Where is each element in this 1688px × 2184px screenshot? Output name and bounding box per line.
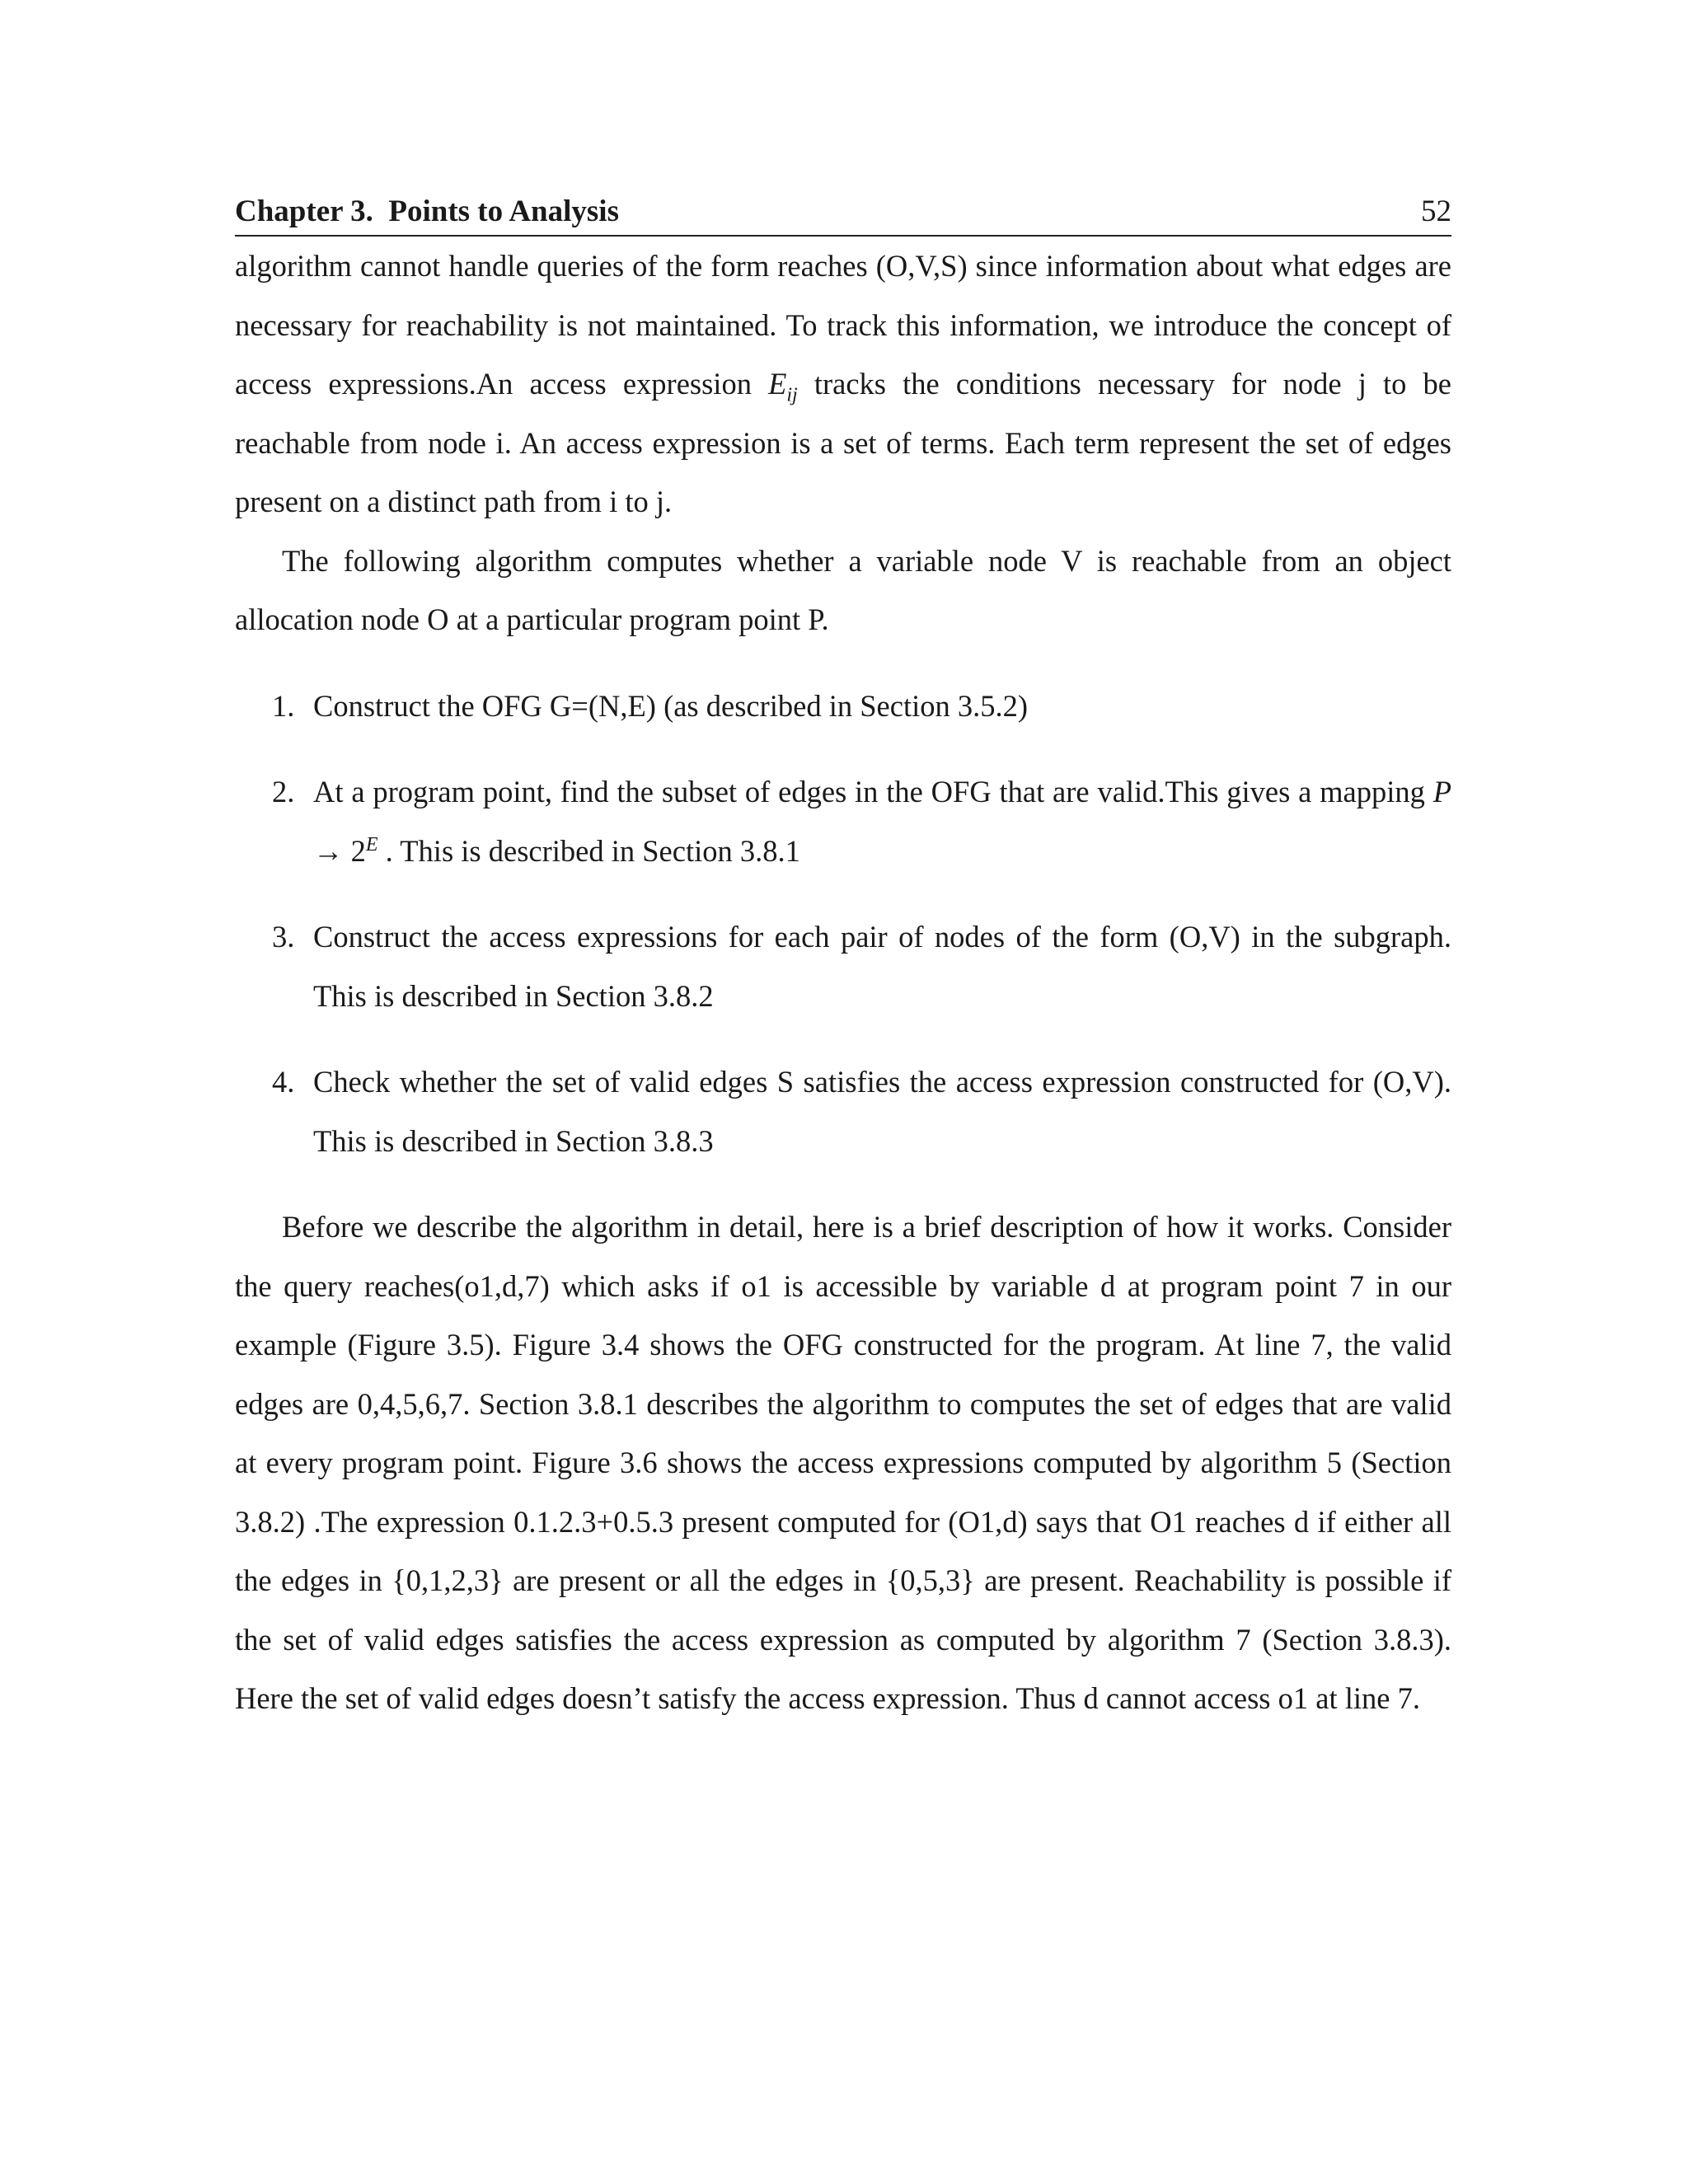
algorithm-steps xyxy=(235,677,1451,1171)
step-item xyxy=(235,1052,1451,1170)
chapter-title: Points to Analysis xyxy=(388,194,619,228)
step-number: 2. xyxy=(272,775,295,808)
math-superscript-e: E xyxy=(365,833,378,855)
step-item xyxy=(235,762,1451,880)
step-number: 1. xyxy=(272,688,295,723)
page xyxy=(235,196,1451,1728)
paragraph-access-expressions xyxy=(235,237,1451,532)
paragraph-algorithm-intro: The following algorithm computes whether a variable node V is reachable from an object allocation node O at a particular program point P. xyxy=(235,543,1451,636)
step-text-b: . This is described in Section 3.8.1 xyxy=(377,833,800,868)
step-text-a: At a program point, find the subset of edges in the OFG that are valid.This gives a mapping xyxy=(313,775,1433,808)
step-text: Check whether the set of valid edges S satisfies the access expression constructed for (O,V). This is described in Section 3.8.3 xyxy=(313,1065,1451,1158)
body-text xyxy=(235,237,1451,1728)
math-p: P xyxy=(1432,775,1451,808)
chapter-label: Chapter 3. xyxy=(235,194,373,228)
step-text: Construct the OFG G=(N,E) (as described in Section 3.5.2) xyxy=(313,688,1029,723)
step-item xyxy=(235,907,1451,1025)
math-e-ij xyxy=(768,367,798,406)
running-head xyxy=(235,196,1451,237)
paragraph1-text-b: tracks the conditions necessary for node j to be reachable from node i. An access expression is a set of terms. Each term represent the set of edges present on a distinct path from i to j. xyxy=(235,367,1451,518)
paragraph-example: Before we describe the algorithm in detail, here is a brief description of how it works. Consider the query reaches(o1,d,7) which asks if o1 is accessible by variable d at program point 7 in our example (Figure 3.5). Figure 3.4 shows the OFG constructed for the program. At line 7, the valid edges are 0,4,5,6,7. Section 3.8.1 describes the algorithm to computes the set of edges that are valid at every program point. Figure 3.6 shows the access expressions computed by algorithm 5 (Section 3.8.2) .The expression 0.1.2.3+0.5.3 present computed for (O1,d) says that O1 reaches d if either all the edges in {0,1,2,3} are present or all the edges in {0,5,3} are present. Reachability is possible if the set of valid edges satisfies the access expression as computed by algorithm 7 (Section 3.8.3). Here the set of valid edges doesn’t satisfy the access expression. Thus d cannot access o1 at line 7. xyxy=(235,1210,1451,1715)
step-text: Construct the access expressions for each pair of nodes of the form (O,V) in the subgraph. This is described in Section 3.8.2 xyxy=(313,920,1451,1013)
chapter-heading xyxy=(235,196,619,227)
page-number: 52 xyxy=(1421,194,1451,228)
paragraph1-text-a: algorithm cannot handle queries of the form reaches (O,V,S) since information about what edges are necessary for reachability is not maintained. To track this information, we introduce the concept of access expressions.An access expression xyxy=(235,249,1451,401)
math-arrow: → 2 xyxy=(313,833,366,868)
step-item xyxy=(235,677,1451,736)
math-e: E xyxy=(768,367,787,401)
step-number: 4. xyxy=(272,1065,295,1099)
math-subscript-ij: ij xyxy=(786,384,798,406)
step-number: 3. xyxy=(272,920,295,954)
